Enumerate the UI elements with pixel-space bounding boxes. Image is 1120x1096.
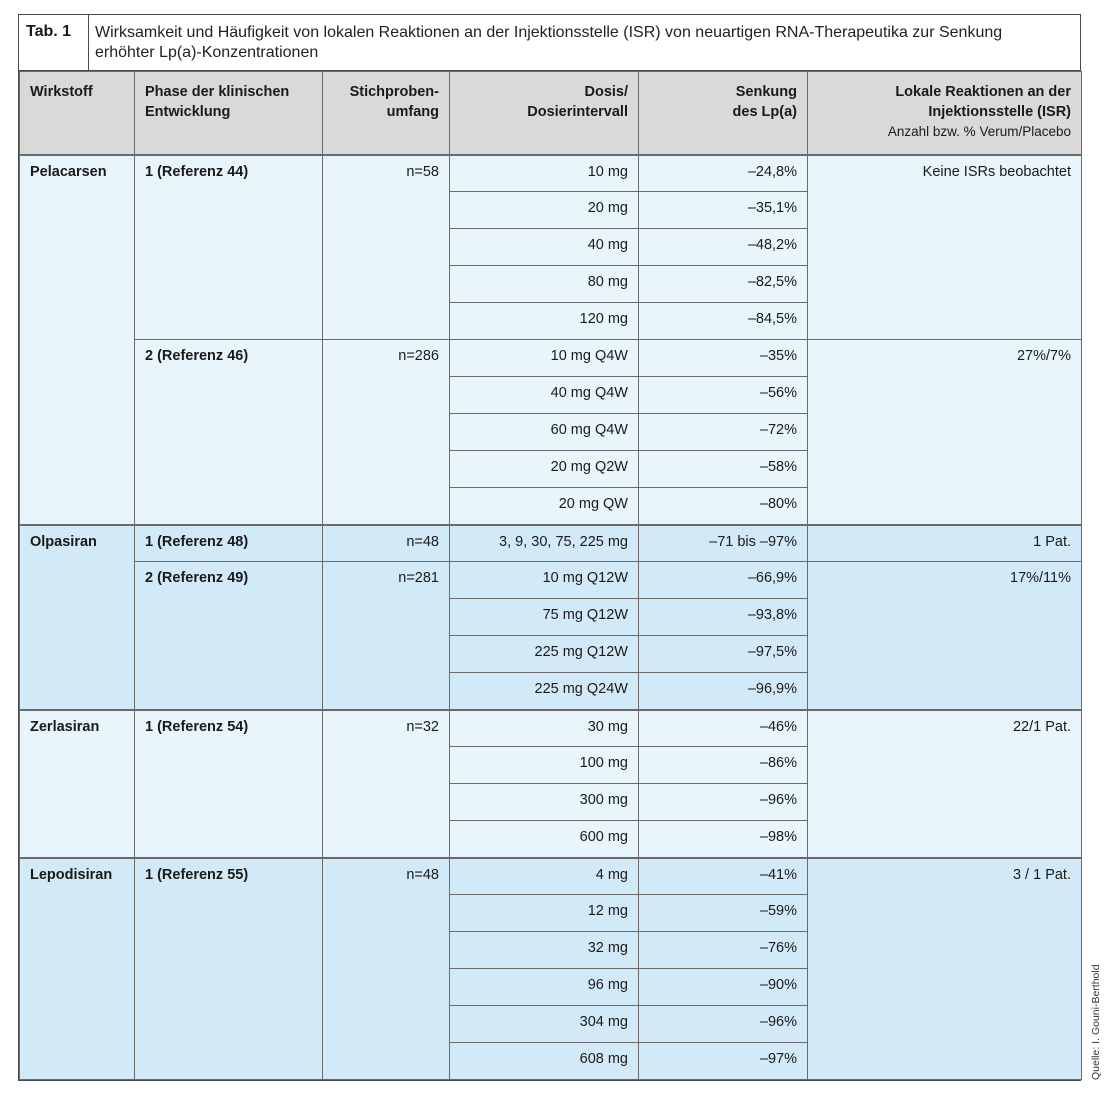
cell-reduction: –41% <box>639 858 808 895</box>
table-caption: Wirksamkeit und Häufigkeit von lokalen Reaktionen an der Injektionsstelle (ISR) von neuartigen RNA-Therapeutika zur Senkung erhöhter Lp(a)-Konzentrationen <box>95 24 1003 61</box>
table-row <box>20 525 1082 562</box>
cell-dose: 300 mg <box>450 784 639 821</box>
cell-isr: 22/1 Pat. <box>808 710 1082 858</box>
cell-dose: 120 mg <box>450 303 639 340</box>
cell-reduction: –76% <box>639 932 808 969</box>
table-row <box>20 858 1082 895</box>
cell-reduction: –72% <box>639 414 808 451</box>
cell-dose: 10 mg <box>450 155 639 192</box>
cell-dose: 20 mg <box>450 192 639 229</box>
cell-isr: 3 / 1 Pat. <box>808 858 1082 1080</box>
cell-phase: 1 (Referenz 55) <box>135 858 323 1080</box>
cell-dose: 40 mg Q4W <box>450 377 639 414</box>
table-title-row <box>19 15 1080 71</box>
table-row <box>20 562 1082 599</box>
cell-reduction: –82,5% <box>639 266 808 303</box>
cell-reduction: –71 bis –97% <box>639 525 808 562</box>
header-dose: Dosis/ Dosierintervall <box>450 72 639 155</box>
cell-dose: 225 mg Q24W <box>450 673 639 710</box>
cell-dose: 20 mg Q2W <box>450 451 639 488</box>
cell-isr: Keine ISRs beobachtet <box>808 155 1082 340</box>
cell-phase: 1 (Referenz 48) <box>135 525 323 562</box>
table-row <box>20 710 1082 747</box>
cell-reduction: –98% <box>639 821 808 858</box>
cell-dose: 10 mg Q4W <box>450 340 639 377</box>
cell-substance: Lepodisiran <box>20 858 135 1080</box>
cell-substance: Zerlasiran <box>20 710 135 858</box>
header-isr-subtitle: Anzahl bzw. % Verum/Placebo <box>887 124 1071 139</box>
cell-dose: 608 mg <box>450 1043 639 1080</box>
cell-dose: 3, 9, 30, 75, 225 mg <box>450 525 639 562</box>
source-credit: Quelle: I. Gouni-Berthold <box>1090 964 1102 1080</box>
cell-sample-size: n=286 <box>323 340 450 525</box>
cell-reduction: –93,8% <box>639 599 808 636</box>
cell-sample-size: n=32 <box>323 710 450 858</box>
cell-dose: 96 mg <box>450 969 639 1006</box>
cell-dose: 600 mg <box>450 821 639 858</box>
header-phase: Phase der klinischen Entwicklung <box>135 72 323 155</box>
header-sample-size: Stichproben- umfang <box>323 72 450 155</box>
cell-reduction: –97,5% <box>639 636 808 673</box>
cell-dose: 80 mg <box>450 266 639 303</box>
cell-reduction: –35,1% <box>639 192 808 229</box>
cell-sample-size: n=48 <box>323 525 450 562</box>
cell-reduction: –86% <box>639 747 808 784</box>
cell-dose: 10 mg Q12W <box>450 562 639 599</box>
cell-sample-size: n=58 <box>323 155 450 340</box>
cell-reduction: –80% <box>639 488 808 525</box>
data-table <box>19 71 1082 1080</box>
cell-dose: 100 mg <box>450 747 639 784</box>
cell-dose: 225 mg Q12W <box>450 636 639 673</box>
cell-phase: 1 (Referenz 44) <box>135 155 323 340</box>
table-body <box>20 155 1082 1080</box>
cell-reduction: –96% <box>639 784 808 821</box>
cell-dose: 32 mg <box>450 932 639 969</box>
cell-phase: 2 (Referenz 46) <box>135 340 323 525</box>
cell-dose: 40 mg <box>450 229 639 266</box>
cell-dose: 12 mg <box>450 895 639 932</box>
cell-dose: 304 mg <box>450 1006 639 1043</box>
table-number: Tab. 1 <box>19 15 89 70</box>
cell-dose: 75 mg Q12W <box>450 599 639 636</box>
cell-dose: 4 mg <box>450 858 639 895</box>
cell-isr: 1 Pat. <box>808 525 1082 562</box>
cell-substance: Pelacarsen <box>20 155 135 525</box>
cell-dose: 60 mg Q4W <box>450 414 639 451</box>
cell-reduction: –58% <box>639 451 808 488</box>
cell-reduction: –59% <box>639 895 808 932</box>
cell-reduction: –46% <box>639 710 808 747</box>
header-substance: Wirkstoff <box>20 72 135 155</box>
cell-reduction: –90% <box>639 969 808 1006</box>
table-row <box>20 340 1082 377</box>
cell-phase: 2 (Referenz 49) <box>135 562 323 710</box>
cell-reduction: –35% <box>639 340 808 377</box>
cell-reduction: –48,2% <box>639 229 808 266</box>
header-isr: Lokale Reaktionen an der Injektionsstelle (ISR) Anzahl bzw. % Verum/Placebo <box>808 72 1082 155</box>
table-row <box>20 155 1082 192</box>
cell-reduction: –84,5% <box>639 303 808 340</box>
cell-isr: 17%/11% <box>808 562 1082 710</box>
cell-isr: 27%/7% <box>808 340 1082 525</box>
cell-substance: Olpasiran <box>20 525 135 710</box>
cell-dose: 20 mg QW <box>450 488 639 525</box>
cell-phase: 1 (Referenz 54) <box>135 710 323 858</box>
cell-sample-size: n=48 <box>323 858 450 1080</box>
header-reduction: Senkung des Lp(a) <box>639 72 808 155</box>
cell-sample-size: n=281 <box>323 562 450 710</box>
cell-reduction: –24,8% <box>639 155 808 192</box>
header-row <box>20 72 1082 155</box>
cell-reduction: –66,9% <box>639 562 808 599</box>
cell-reduction: –96,9% <box>639 673 808 710</box>
cell-reduction: –97% <box>639 1043 808 1080</box>
table-frame <box>18 14 1081 1081</box>
cell-dose: 30 mg <box>450 710 639 747</box>
cell-reduction: –96% <box>639 1006 808 1043</box>
cell-reduction: –56% <box>639 377 808 414</box>
